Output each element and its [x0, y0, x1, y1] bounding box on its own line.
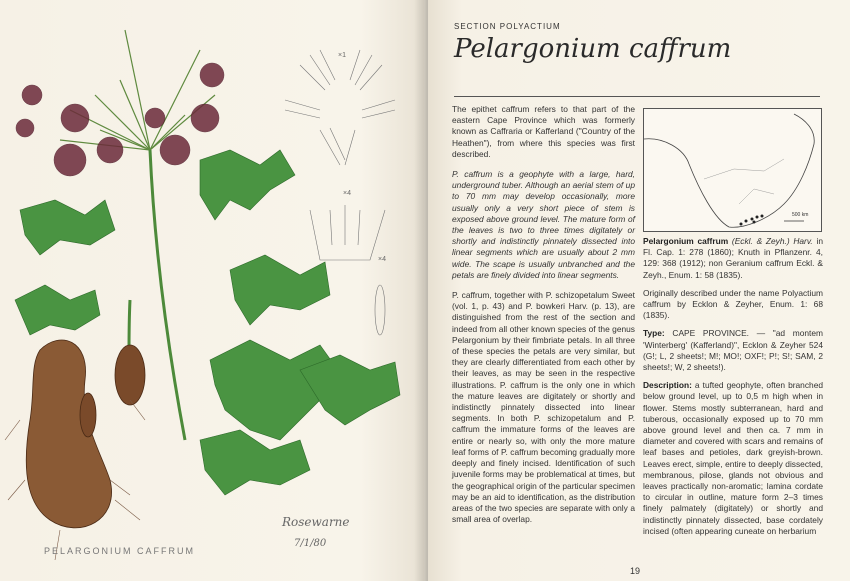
- magnification-label-1: ×1: [338, 52, 346, 59]
- paragraph-comparison: P. caffrum, together with P. schizopetalum Sweet (vol. 1, p. 43) and P. bowkeri Harv. (p. 13), are distinguished from the rest of the section and indeed from all other known species of the genus Pelargonium by their fimbriate petals. In all three of these species the petals are very similar, but they are clearly differentiated from each other by their leaves, as may be seen in the respective illustrations. P. caffrum is the only one in which the mature leaves are digitately or shortly and indistinctly pinnately dissected into linear segments. In both P. schizopetalum and P. caffrum the immature forms of the leaves are entire or nearly so, with only the more mature leaf forms of P. caffrum becoming gradually more deeply and finely incised. Identification of such juvenile forms may be problematical at times, but the geographical origin of the particular specimen may be an aid to identification, as the distribution areas of the two species are separate with only a small area of overlap.: [452, 290, 635, 525]
- illustration-caption: PELARGONIUM CAFFRUM: [44, 546, 196, 556]
- species-title: Pelargonium caffrum: [454, 34, 732, 64]
- magnification-label-3: ×4: [378, 256, 386, 263]
- text-column-left: [452, 104, 635, 534]
- map-scale-label: 500 km: [792, 212, 809, 218]
- distribution-map: [643, 108, 822, 232]
- description-block: [643, 380, 823, 537]
- magnification-label-2: ×4: [343, 190, 351, 197]
- flower-cluster: [16, 30, 224, 176]
- nomenclature-authority: (Eckl. & Zeyh.) Harv.: [731, 236, 813, 246]
- page-number: 19: [630, 566, 641, 576]
- section-label: SECTION POLYACTIUM: [454, 22, 561, 31]
- botanical-illustration: [0, 0, 424, 581]
- type-block: [643, 328, 823, 373]
- nomenclature-block: [643, 236, 823, 281]
- tubers: [26, 340, 145, 528]
- type-label: Type:: [643, 328, 665, 339]
- nomenclature-name: Pelargonium caffrum: [643, 236, 729, 246]
- paragraph-summary: P. caffrum is a geophyte with a large, hard, underground tuber. Although an aerial stem of up to 70 mm may develop occasionally, more usually only a very short piece of stem is exposed above ground level. The mature form of the leaves is two to three times digitately or shortly and indistinctly pinnately dissected into linear segments which are usually about 2 mm wide. The scape is usually unbranched and the petals are finely divided into linear segments.: [452, 169, 635, 280]
- description-text: a tufted geophyte, often branched below ground level, up to 0,5 m high when in flower. Stems mostly subterranean, hard and tuberous, occasionally exposed up to 70 mm above ground level and then ca. 7 mm in diameter and covered with scars and remains of leaf bases and petioles, dark greyish-brown. Leaves erect, simple, entire to deeply dissected, membranous, pilose, glands not obvious and leaves practically non-aromatic; lamina cordate to circular in outline, mature form 2–3 times finely palmately (digitately) or shortly and indistinctly pinnately dissected, base cordately incised (often appearing cuneate on herbarium: [643, 380, 824, 536]
- description-label: Description:: [643, 380, 692, 391]
- type-text: CAPE PROVINCE. — "ad montem 'Winterberg' (Kafferland)", Ecklon & Zeyher 524 (G!; L, 2 sheets!; M!; MO!; OXF!; P!; S!; SAM, 2 sheets!; W, 2 sheets!).: [643, 328, 823, 373]
- signature-date: 7/1/80: [294, 538, 327, 549]
- left-page: [0, 0, 424, 581]
- paragraph-etymology: The epithet caffrum refers to that part of the eastern Cape Province which was formerly known as Caffraria or Kafferland ("Country of the Heathen"), from where this species was first described.: [452, 104, 635, 159]
- artist-signature: Rosewarne: [282, 515, 350, 529]
- title-rule: [454, 96, 820, 97]
- text-column-right: [643, 236, 823, 544]
- nomenclature-text: in Fl. Cap. 1: 278 (1860); Knuth in Pflanzenr. 4, 129: 368 (1912); non Geranium caffrum Eckl. & Zeyh., Enum. 1: 58 (1835).: [643, 236, 823, 280]
- original-description: Originally described under the name Polyactium caffrum by Ecklon & Zeyher, Enum. 1: 68 (1835).: [643, 287, 823, 321]
